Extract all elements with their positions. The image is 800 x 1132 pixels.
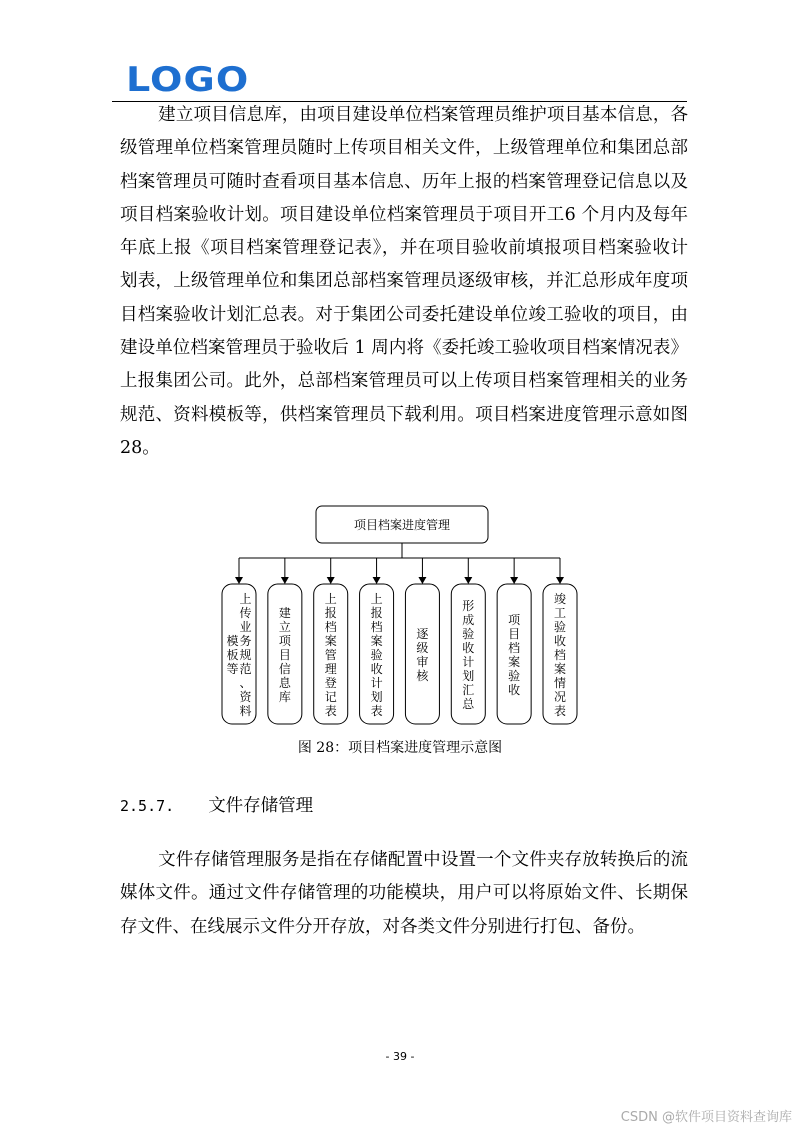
diagram-arrowhead [418,577,426,584]
diagram-arrowhead [235,577,243,584]
diagram-arrowhead [373,577,381,584]
watermark: CSDN @软件项目资料查询库 [620,1110,792,1125]
paragraph-1-text: 建立项目信息库，由项目建设单位档案管理员维护项目基本信息，各级管理单位档案管理员随时上传项目相关文件，上级管理单位和集团总部档案管理员可随时查看项目基本信息、历年上报的档案管理登记信息以及项目档案验收计划。项目建设单位档案管理员于项目开工6 个月内及每年年底上报《项目档案管理登记表》，并在项目验收前填报项目档案验收计划表，上级管理单位和集团总部档案管理员逐级审核，并汇总形成年度项目档案验收计划汇总表。对于集团公司委托建设单位竣工验收的项目，由建设单位档案管理员于验收后 1 周内将《委托竣工验收项目档案情况表》上报集团公司。此外，总部档案管理员可以上传项目档案管理相关的业务规范、资料模板等，供档案管理员下载利用。项目档案进度管理示意如图 28。 [120,105,688,458]
section-title: 文件存储管理 [208,796,314,816]
diagram-arrowhead [510,577,518,584]
logo: LOGO [126,60,250,100]
diagram-root-label: 项目档案进度管理 [353,518,451,532]
diagram-child-label: 上报档案验收计划表 [370,592,383,718]
diagram-child-node [543,558,577,724]
diagram-child-label: 竣工验收档案情况表 [553,592,567,718]
diagram-child-label: 上报档案管理登记表 [324,592,337,718]
paragraph-1 [120,99,688,465]
diagram-child-node [268,558,302,724]
paragraph-2 [120,844,688,944]
diagram-arrowhead [464,577,472,584]
diagram-arrowhead [327,577,335,584]
diagram-child-label: 项目档案验收 [508,613,521,697]
diagram-child-node [497,558,531,724]
figure-caption: 图 28：项目档案进度管理示意图 [297,740,503,756]
diagram-child-node [405,558,439,724]
diagram-child-node [360,558,394,724]
diagram-child-node [451,558,485,724]
section-heading [120,793,313,819]
progress-management-diagram [218,502,594,728]
diagram-child-label: 形成验收计划汇总 [462,599,475,711]
diagram-child-node [314,558,348,724]
paragraph-2-text: 文件存储管理服务是指在存储配置中设置一个文件夹存放转换后的流媒体文件。通过文件存储管理的功能模块，用户可以将原始文件、长期保存文件、在线展示文件分开存放，对各类文件分别进行打包、备份。 [120,850,688,937]
diagram-child-label: 建立项目信息库 [278,606,291,704]
diagram-arrowhead [556,577,564,584]
section-number: 2.5.7. [120,797,175,815]
diagram-child-node [222,558,256,724]
diagram-child-label: 上传业务规范、资料模板等 [226,592,252,718]
diagram-arrowhead [281,577,289,584]
page-number: - 39 - [385,1050,415,1063]
diagram-child-label: 逐级审核 [416,627,429,683]
